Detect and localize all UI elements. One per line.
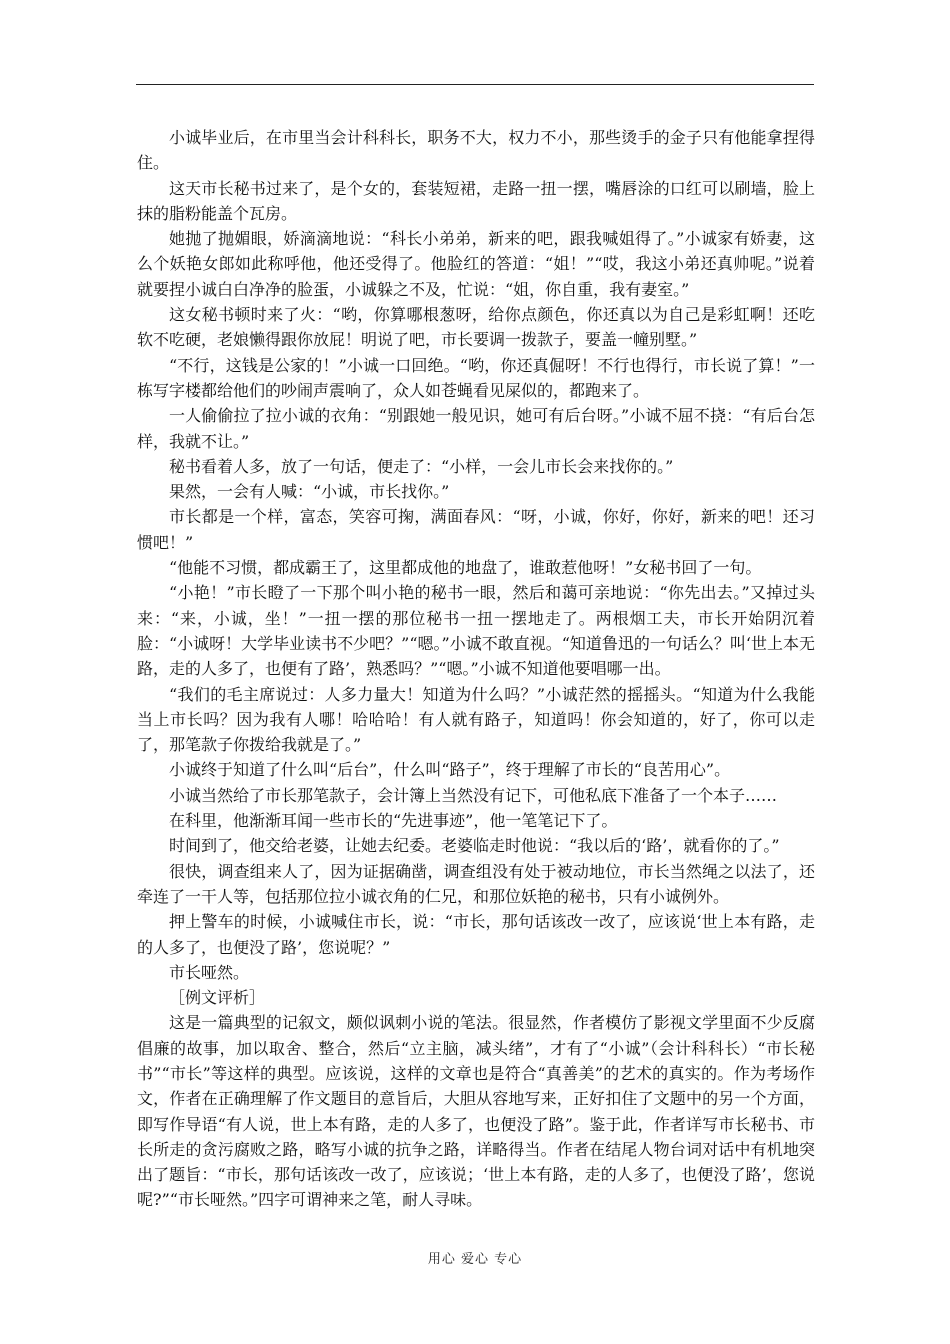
paragraph: 时间到了，他交给老婆，让她去纪委。老婆临走时他说：“我以后的‘路’，就看你的了。” — [169, 836, 780, 856]
page-footer: 用心 爱心 专心 — [427, 1252, 523, 1267]
paragraph: 一人偷偷拉了拉小诚的衣角：“别跟她一般见识，她可有后台呀。”小诚不屈不挠：“有后台怎样，我就不让。” — [137, 406, 815, 451]
paragraph: 市长都是一个样，富态，笑容可掬，满面春风：“呀，小诚，你好，你好，新来的吧！还习惯吧！” — [137, 507, 815, 552]
paragraph: 押上警车的时候，小诚喊住市长，说：“市长，那句话该改一改了，应该说‘世上本有路，走的人多了，也便没了路’，您说呢？” — [137, 912, 815, 957]
paragraph: 市长哑然。 — [169, 962, 250, 982]
paragraph: 果然，一会有人喊：“小诚，市长找你。” — [169, 482, 450, 502]
document-body — [137, 125, 815, 1213]
paragraph: 她抛了抛媚眼，娇滴滴地说：“科长小弟弟，新来的吧，跟我喊姐得了。”小诚家有娇妻，这么个妖艳女郎如此称呼他，他还受得了。他脸红的答道：“姐！”“哎，我这小弟还真帅呢。”说着就要捏小诚白白净净的脸蛋，小诚躲之不及，忙说：“姐，你自重，我有妻室。” — [137, 229, 815, 299]
paragraph: “不行，这钱是公家的！”小诚一口回绝。“哟，你还真倔呀！不行也得行，市长说了算！”一栋写字楼都给他们的吵闹声震响了，众人如苍蝇看见屎似的，都跑来了。 — [137, 355, 815, 400]
paragraph: 很快，调查组来人了，因为证据确凿，调查组没有处于被动地位，市长当然绳之以法了，还牵连了一干人等，包括那位拉小诚衣角的仁兄，和那位妖艳的秘书，只有小诚例外。 — [137, 861, 815, 906]
paragraph: 这女秘书顿时来了火：“哟，你算哪根葱呀，给你点颜色，你还真以为自己是彩虹啊！还吃软不吃硬，老娘懒得跟你放屁！明说了吧，市长要调一拨款子，要盖一幢别墅。” — [137, 305, 815, 350]
section-heading: ［例文评析］ — [169, 988, 266, 1008]
paragraph: 小诚当然给了市长那笔款子，会计簿上当然没有记下，可他私底下准备了一个本子…… — [169, 785, 778, 805]
paragraph: 这是一篇典型的记叙文，颇似讽刺小说的笔法。很显然，作者模仿了影视文学里面不少反腐倡廉的故事，加以取舍、整合，然后“立主脑，减头绪”，才有了“小诚”（会计科科长）“市长秘书”“市长”等这样的典型。应该说，这样的文章也是符合“真善美”的艺术的真实的。作为考场作文，作者在正确理解了作文题目的意旨后，大胆从容地写来，正好扣住了文题中的另一个方面，即写作导语“有人说，世上本有路，走的人多了，也便没了路”。鉴于此，作者详写市长秘书、市长所走的贪污腐败之路，略写小诚的抗争之路，详略得当。作者在结尾人物台词对话中有机地突出了题旨：“市长，那句话该改一改了，应该说；‘世上本有路，走的人多了，也便没了路’，您说呢?”“市长哑然。”四字可谓神来之笔，耐人寻味。 — [137, 1013, 815, 1210]
paragraph: 在科里，他渐渐耳闻一些市长的“先进事迹”，他一笔笔记下了。 — [169, 811, 618, 831]
paragraph: 这天市长秘书过来了，是个女的，套装短裙，走路一扭一摆，嘴唇涂的口红可以刷墙，脸上抹的脂粉能盖个瓦房。 — [137, 178, 815, 223]
paragraph: 小诚毕业后，在市里当会计科科长，职务不大，权力不小，那些烫手的金子只有他能拿捏得住。 — [137, 128, 815, 173]
paragraph: “他能不习惯，都成霸王了，这里都成他的地盘了，谁敢惹他呀！”女秘书回了一句。 — [169, 558, 762, 578]
paragraph: “小艳！”市长瞪了一下那个叫小艳的秘书一眼，然后和蔼可亲地说：“你先出去。”又掉过头来：“来，小诚，坐！”一扭一摆的那位秘书一扭一摆地走了。两根烟工夫，市长开始阴沉着脸：“小诚呀！大学毕业读书不少吧？”“嗯。”小诚不敢直视。“知道鲁迅的一句话么？叫‘世上本无路，走的人多了，也便有了路’，熟悉吗？”“嗯。”小诚不知道他要唱哪一出。 — [137, 583, 815, 679]
header-rule — [136, 84, 814, 85]
paragraph: 秘书看着人多，放了一句话，便走了：“小样，一会儿市长会来找你的。” — [169, 456, 674, 476]
paragraph: “我们的毛主席说过：人多力量大！知道为什么吗？”小诚茫然的摇摇头。“知道为什么我能当上市长吗？因为我有人哪！哈哈哈！有人就有路子，知道吗！你会知道的，好了，你可以走了，那笔款子你拨给我就是了。” — [137, 684, 815, 755]
paragraph: 小诚终于知道了什么叫“后台”，什么叫“路子”，终于理解了市长的“良苦用心”。 — [169, 760, 731, 780]
